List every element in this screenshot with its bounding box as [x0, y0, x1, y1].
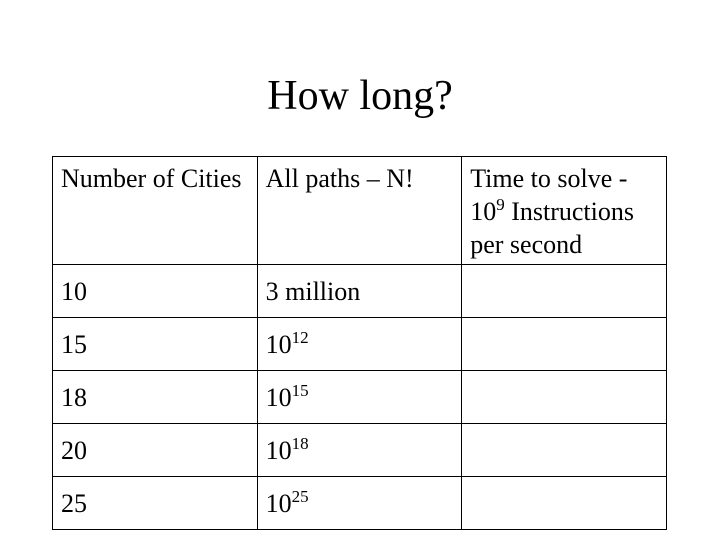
table-row	[53, 265, 667, 318]
table-row	[53, 371, 667, 424]
cell-paths	[257, 424, 462, 477]
cell-paths-text: 3 million	[265, 277, 361, 306]
header-all-paths	[257, 157, 462, 265]
table-header-row	[53, 157, 667, 265]
cell-paths-exponent: 12	[291, 328, 309, 347]
cell-paths	[257, 265, 462, 318]
header-time-exponent: 9	[496, 195, 505, 214]
cell-time	[462, 318, 667, 371]
header-number-of-cities	[53, 157, 258, 265]
cell-paths-base: 10	[265, 436, 292, 465]
cell-paths-exponent: 18	[291, 434, 309, 453]
tsp-time-table	[52, 156, 667, 530]
cell-cities: 18	[53, 371, 258, 424]
slide-title: How long?	[267, 73, 453, 119]
cell-paths	[257, 371, 462, 424]
header-time-to-solve	[462, 157, 667, 265]
cell-cities: 10	[53, 265, 258, 318]
table-row	[53, 318, 667, 371]
cell-cities: 20	[53, 424, 258, 477]
cell-paths-base: 10	[265, 489, 292, 518]
cell-time	[462, 371, 667, 424]
header-time-suffix: Instructions per second	[470, 197, 634, 259]
table-row	[53, 477, 667, 530]
header-time-base: 10	[470, 197, 497, 226]
cell-time	[462, 424, 667, 477]
cell-cities: 25	[53, 477, 258, 530]
cell-cities: 15	[53, 318, 258, 371]
table-row	[53, 424, 667, 477]
header-time-prefix: Time to solve -	[470, 164, 628, 193]
cell-paths	[257, 477, 462, 530]
cell-time	[462, 265, 667, 318]
cell-paths-exponent: 15	[291, 381, 309, 400]
cell-paths	[257, 318, 462, 371]
cell-paths-exponent: 25	[291, 487, 309, 506]
header-all-paths-label: All paths – N!	[265, 164, 414, 193]
header-number-of-cities-label: Number of Cities	[61, 164, 242, 193]
cell-paths-base: 10	[265, 383, 292, 412]
cell-paths-base: 10	[265, 330, 292, 359]
cell-time	[462, 477, 667, 530]
